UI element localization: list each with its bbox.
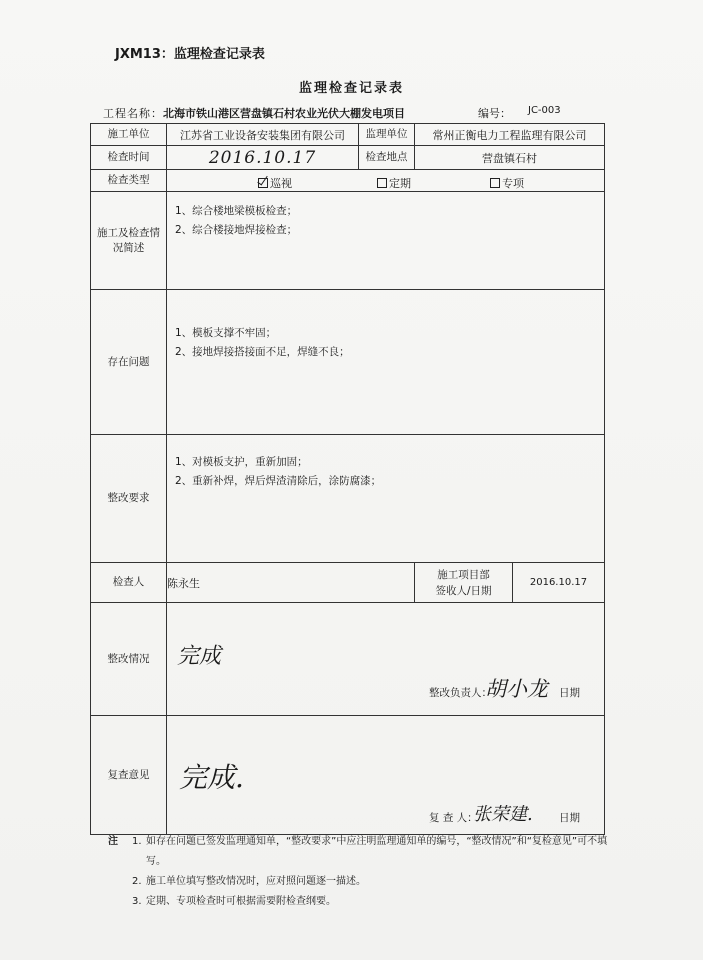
construction-unit: 江苏省工业设备安装集团有限公司 [167,124,359,146]
rectify-requirement-content [167,435,605,563]
inspect-place: 营盘镇石村 [415,146,605,170]
inspect-place-label: 检查地点 [359,146,415,170]
inspect-time-handwritten: 2016.10.17 [167,146,359,170]
project-line [103,105,603,121]
table-row [91,146,605,170]
rectify-resp-label: 整改负责人： [429,687,492,699]
reviewer-signature: 张荣建. [473,804,533,825]
supervision-unit-label: 监理单位 [359,124,415,146]
list-item: 2、接地焊接搭接面不足，焊缝不良； [175,346,350,358]
list-item: 2、综合楼接地焊接检查； [175,224,298,236]
inspection-form-table [90,123,605,835]
list-item: 1、综合楼地梁模板检查； [175,205,298,217]
type-special-option[interactable]: 专项 [490,175,524,191]
list-item: 2、重新补焊，焊后焊渣清除后，涂防腐漆； [175,475,382,487]
document-code: JXM13：监理检查记录表 [115,47,265,62]
inspect-type-options [167,170,605,192]
review-content [167,716,605,835]
type-periodic-option[interactable]: 定期 [377,175,411,191]
notes-prefix: 注 [108,836,118,847]
table-row [91,716,605,835]
review-label: 复查意见 [91,716,167,835]
table-row [91,290,605,435]
inspect-time-label: 检查时间 [91,146,167,170]
note-item: 2. 施工单位填写整改情况时，应对照问题逐一描述。 [132,876,366,887]
checkbox-icon [377,178,387,188]
problems-content [167,290,605,435]
project-name-label: 工程名称： [103,107,163,120]
note-item: 注 1. 如存在问题已签发监理通知单，“整改要求”中应注明监理通知单的编号，“整改情况”和“复检意见”可不填写。 [108,832,608,872]
review-handwritten: 完成. [179,761,244,794]
receiver-label: 施工项目部 签收人/日期 [415,563,513,603]
reviewer-label: 复 查 人： [429,812,478,824]
table-row [91,124,605,146]
rectify-status-content [167,603,605,716]
rectify-resp-signature: 胡小龙 [485,677,548,701]
table-row [91,603,605,716]
situation-label: 施工及检查情况简述 [91,192,167,290]
table-row [91,435,605,563]
notes-section [108,832,608,912]
inspect-type-label: 检查类型 [91,170,167,192]
type-patrol-option[interactable]: 巡视 [258,175,292,191]
number-label: 编号： [478,107,511,120]
note-item: 3. 定期、专项检查时可根据需要附检查纲要。 [132,896,336,907]
record-number: JC-003 [528,105,561,116]
supervision-unit: 常州正衡电力工程监理有限公司 [415,124,605,146]
rectify-date-label: 日期 [559,687,580,699]
checked-box-icon [258,178,268,188]
list-item: 1、模板支撑不牢固； [175,327,277,339]
situation-content [167,192,605,290]
rectify-status-label: 整改情况 [91,603,167,716]
checkbox-icon [490,178,500,188]
rectify-requirement-label: 整改要求 [91,435,167,563]
project-name: 北海市铁山港区营盘镇石村农业光伏大棚发电项目 [163,107,405,120]
receive-date: 2016.10.17 [513,563,605,603]
table-row [91,170,605,192]
review-date-label: 日期 [559,812,580,824]
table-row [91,192,605,290]
inspector-name: 陈永生 [167,563,415,603]
rectify-status-handwritten: 完成 [177,644,222,669]
inspector-label: 检查人 [91,563,167,603]
table-row [91,563,605,603]
list-item: 1、对模板支护，重新加固； [175,456,308,468]
form-title: 监理检查记录表 [298,81,404,96]
construction-unit-label: 施工单位 [91,124,167,146]
problems-label: 存在问题 [91,290,167,435]
